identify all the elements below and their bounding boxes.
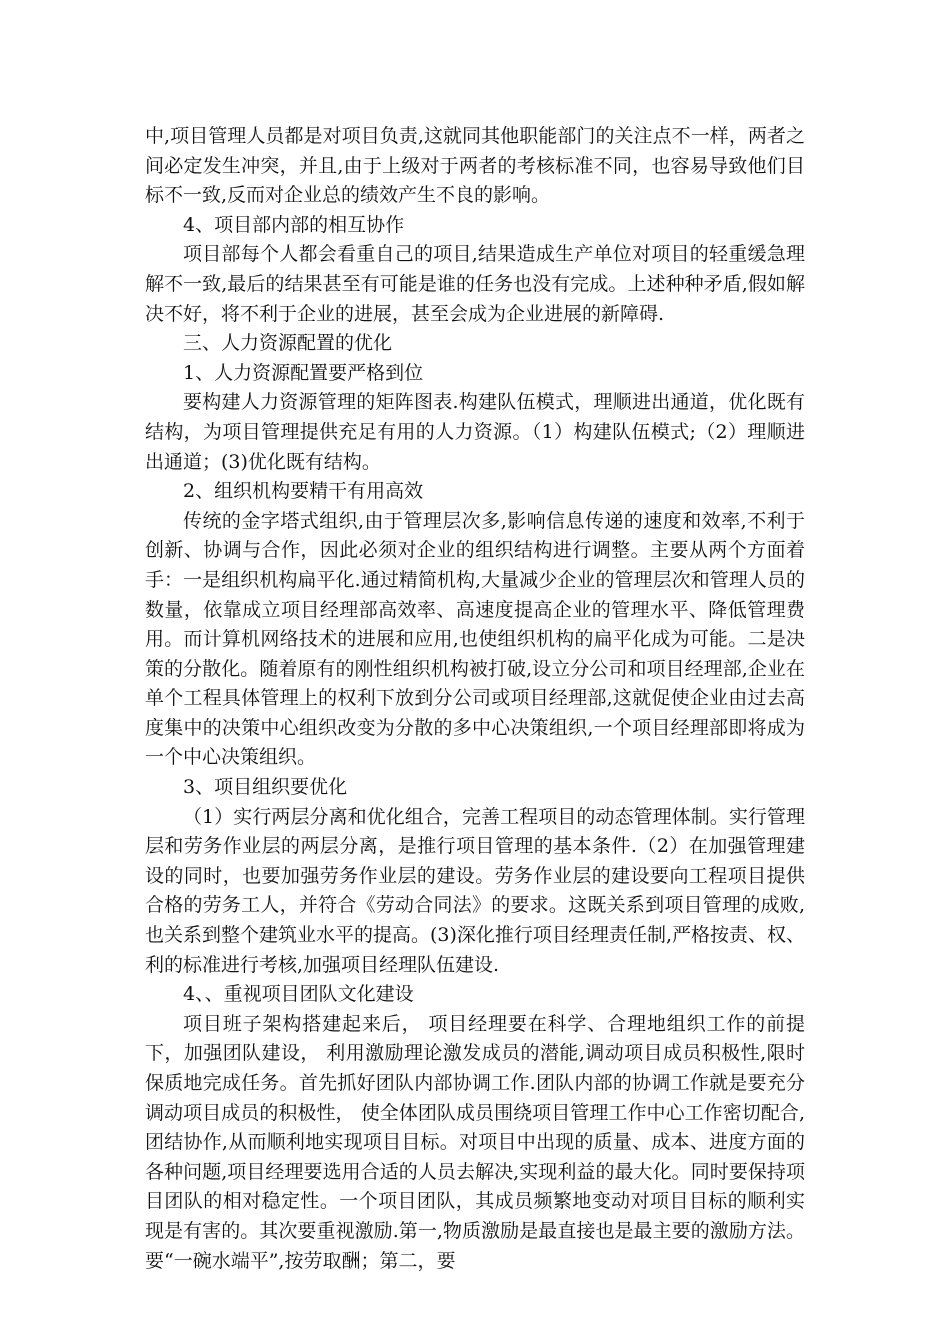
paragraph: （1）实行两层分离和优化组合，完善工程项目的动态管理体制。实行管理层和劳务作业层的两层分离，是推行项目管理的基本条件.（2）在加强管理建设的同时，也要加强劳务作业层的建设。劳务作业层的建设要向工程项目提供合格的劳务工人，并符合《劳动合同法》的要求。这既关系到项目管理的成败,也关系到整个建筑业水平的提高。(3)深化推行项目经理责任制,严格按责、权、利的标准进行考核,加强项目经理队伍建设. (145, 805, 805, 976)
section-heading: 1、人力资源配置要严格到位 (183, 361, 424, 384)
section-heading: 3、项目组织要优化 (183, 776, 348, 799)
paragraph: 要构建人力资源管理的矩阵图表.构建队伍模式，理顺进出通道，优化既有结构，为项目管理提供充足有用的人力资源。（1）构建队伍模式;（2）理顺进出通道；(3)优化既有结构。 (145, 391, 805, 473)
paragraph: 中,项目管理人员都是对项目负责,这就同其他职能部门的关注点不一样，两者之间必定发生冲突，并且,由于上级对于两者的考核标准不同，也容易导致他们目标不一致,反而对企业总的绩效产生不良的影响。 (145, 125, 805, 207)
section-heading: 4、项目部内部的相互协作 (183, 213, 405, 236)
paragraph: 传统的金字塔式组织,由于管理层次多,影响信息传递的速度和效率,不利于创新、协调与合作，因此必须对企业的组织结构进行调整。主要从两个方面着手：一是组织机构扁平化.通过精简机构,大量减少企业的管理层次和管理人员的数量，依靠成立项目经理部高效率、高速度提高企业的管理水平、降低管理费用。而计算机网络技术的进展和应用,也使组织机构的扁平化成为可能。二是决策的分散化。随着原有的刚性组织机构被打破,设立分公司和项目经理部,企业在单个工程具体管理上的权利下放到分公司或项目经理部,这就促使企业由过去高度集中的决策中心组织改变为分散的多中心决策组织,一个项目经理部即将成为一个中心决策组织。 (145, 509, 805, 769)
document-body (145, 122, 805, 1276)
section-heading: 2、组织机构要精干有用高效 (183, 480, 424, 503)
section-heading: 4、、重视项目团队文化建设 (183, 983, 414, 1006)
paragraph: 项目班子架构搭建起来后， 项目经理要在科学、合理地组织工作的前提下，加强团队建设， 利用激励理论激发成员的潜能,调动项目成员积极性,限时保质地完成任务。首先抓好团队内部协调工作.团队内部的协调工作就是要充分调动项目成员的积极性， 使全体团队成员围绕项目管理工作中心工作密切配合,团结协作,从而顺利地实现项目目标。对项目中出现的质量、成本、进度方面的各种问题,项目经理要选用合适的人员去解决,实现利益的最大化。同时要保持项目团队的相对稳定性。一个项目团队，其成员频繁地变动对项目目标的顺利实现是有害的。其次要重视激励.第一,物质激励是最直接也是最主要的激励方法。要“一碗水端平”,按劳取酬；第二，要 (145, 1012, 805, 1272)
section-heading: 三、人力资源配置的优化 (183, 332, 393, 355)
paragraph: 项目部每个人都会看重自己的项目,结果造成生产单位对项目的轻重缓急理解不一致,最后的结果甚至有可能是谁的任务也没有完成。上述种种矛盾,假如解决不好，将不利于企业的进展，甚至会成为企业进展的新障碍. (145, 243, 805, 325)
